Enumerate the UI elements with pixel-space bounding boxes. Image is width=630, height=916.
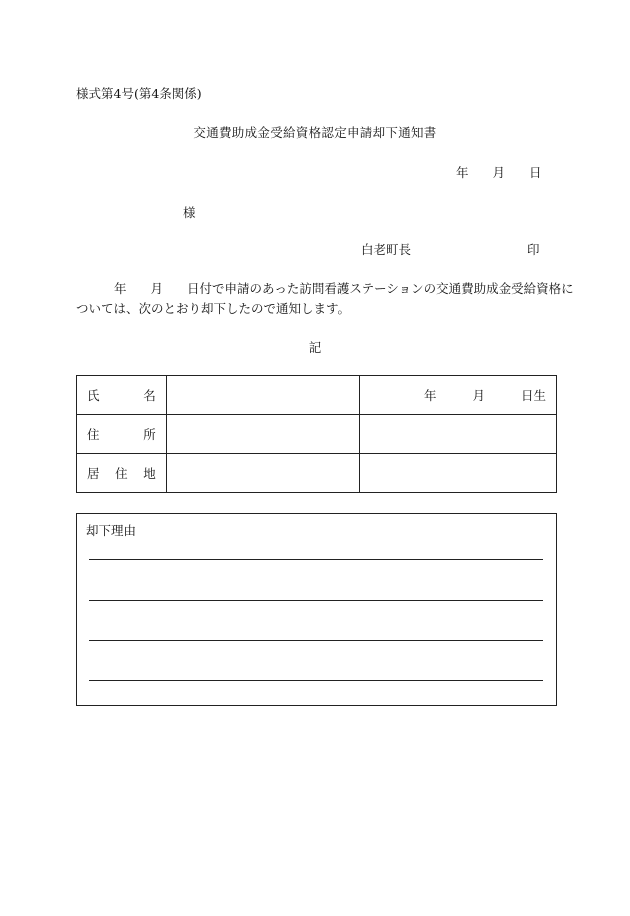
address-label-1: 住 bbox=[87, 427, 100, 442]
name-label-1: 氏 bbox=[87, 388, 100, 403]
table-row-address bbox=[77, 415, 557, 454]
issuer-name: 白老町長 bbox=[361, 242, 412, 257]
reason-line-1[interactable] bbox=[89, 559, 543, 560]
reason-line-2[interactable] bbox=[89, 600, 543, 601]
notice-line-1 bbox=[76, 279, 574, 299]
name-label-cell bbox=[77, 376, 167, 415]
issue-date bbox=[456, 163, 542, 181]
name-label-2: 名 bbox=[143, 388, 156, 403]
body-month: 月 bbox=[150, 281, 164, 296]
birth-year: 年 bbox=[423, 388, 437, 403]
residence-label-1: 居 bbox=[87, 466, 100, 481]
birth-month: 月 bbox=[472, 388, 485, 403]
table-row-residence bbox=[77, 454, 557, 493]
date-month: 月 bbox=[492, 165, 506, 180]
name-value-cell[interactable] bbox=[166, 376, 360, 415]
date-year: 年 bbox=[456, 165, 469, 180]
notice-line-2: ついては、次のとおり却下したので通知します。 bbox=[76, 301, 351, 316]
body-line1-text: 日付で申請のあった訪問看護ステーションの交通費助成金受給資格に bbox=[187, 281, 574, 296]
address-extra-cell[interactable] bbox=[360, 415, 557, 454]
reason-line-4[interactable] bbox=[89, 680, 543, 681]
applicant-info-table bbox=[76, 375, 557, 493]
table-row-name bbox=[77, 376, 557, 415]
date-day: 日 bbox=[529, 165, 542, 180]
residence-label-cell bbox=[77, 454, 167, 493]
form-number: 様式第4号(第4条関係) bbox=[76, 86, 202, 101]
residence-value-cell[interactable] bbox=[166, 454, 360, 493]
rejection-reason-box bbox=[76, 513, 557, 706]
seal-mark: 印 bbox=[527, 242, 540, 257]
residence-label-2: 住 bbox=[115, 466, 128, 481]
body-year: 年 bbox=[114, 281, 127, 296]
document-title: 交通費助成金受給資格認定申請却下通知書 bbox=[193, 125, 437, 140]
birth-day: 日生 bbox=[520, 388, 546, 403]
ki-heading: 記 bbox=[308, 340, 322, 355]
rejection-reason-label: 却下理由 bbox=[86, 523, 137, 538]
address-label-2: 所 bbox=[143, 427, 156, 442]
address-value-cell[interactable] bbox=[166, 415, 360, 454]
residence-label-3: 地 bbox=[143, 466, 156, 481]
notice-body bbox=[76, 279, 574, 319]
residence-extra-cell[interactable] bbox=[360, 454, 557, 493]
recipient-honorific: 様 bbox=[183, 205, 196, 220]
birthdate-cell[interactable] bbox=[360, 376, 557, 415]
reason-line-3[interactable] bbox=[89, 640, 543, 641]
address-label-cell bbox=[77, 415, 167, 454]
